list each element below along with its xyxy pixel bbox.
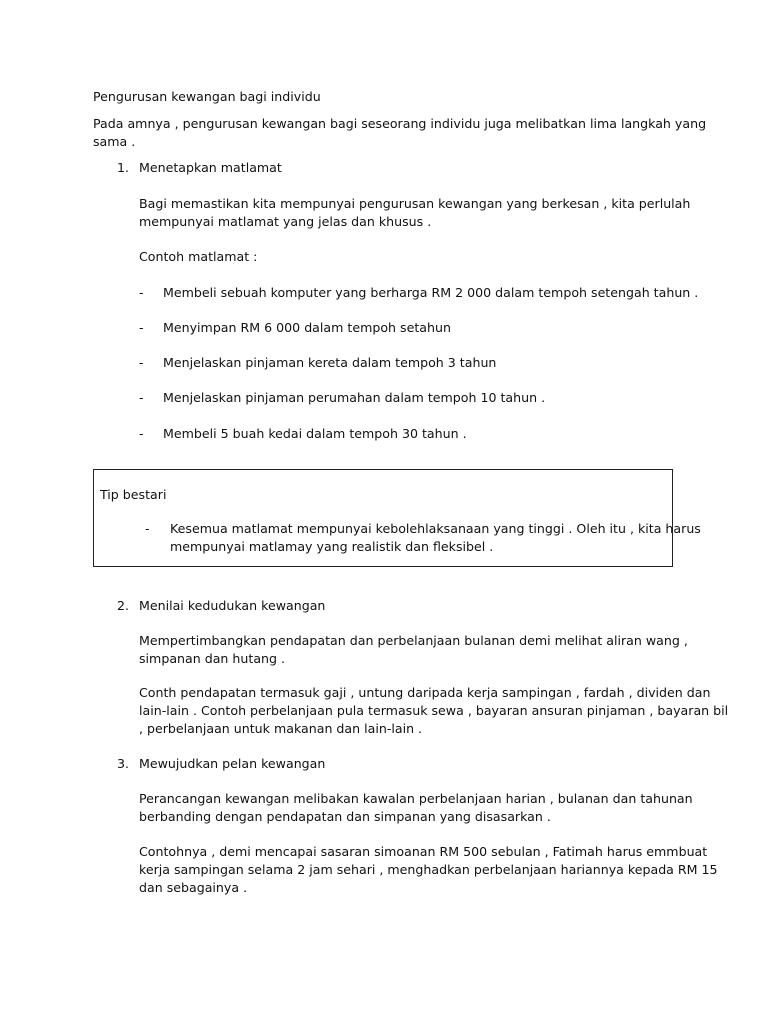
step-heading: Mewujudkan pelan kewangan [139,756,326,771]
bullet-dash: - [139,390,144,405]
tip-line: Kesemua matlamat mempunyai kebolehlaksanaan yang tinggi . Oleh itu , kita harus [170,521,701,536]
step-number: 3. [117,756,130,771]
step-heading: Menetapkan matlamat [139,160,282,175]
intro-line: sama . [93,134,136,149]
list-item-text: Menjelaskan pinjaman kereta dalam tempoh 3 tahun [163,355,497,370]
list-item-text: Membeli 5 buah kedai dalam tempoh 30 tahun . [163,426,467,441]
step-heading: Menilai kedudukan kewangan [139,598,326,613]
step-paragraph-line: lain-lain . Contoh perbelanjaan pula termasuk sewa , bayaran ansuran pinjaman , bayaran bil [139,703,729,718]
examples-label: Contoh matlamat : [139,249,258,264]
document-title: Pengurusan kewangan bagi individu [93,89,321,104]
list-item-text: Menyimpan RM 6 000 dalam tempoh setahun [163,320,451,335]
step-number: 1. [117,160,130,175]
list-item-text: Membeli sebuah komputer yang berharga RM 2 000 dalam tempoh setengah tahun . [163,285,699,300]
bullet-dash: - [145,521,150,536]
step-paragraph-line: Perancangan kewangan melibakan kawalan perbelanjaan harian , bulanan dan tahunan [139,791,693,806]
step-paragraph-line: kerja sampingan selama 2 jam sehari , menghadkan perbelanjaan hariannya kepada RM 15 [139,862,718,877]
step-paragraph-line: , perbelanjaan untuk makanan dan lain-lain . [139,721,423,736]
bullet-dash: - [139,285,144,300]
step-number: 2. [117,598,130,613]
tip-box [93,469,701,567]
step-paragraph-line: Conth pendapatan termasuk gaji , untung daripada kerja sampingan , fardah , dividen dan [139,685,711,700]
tip-title: Tip bestari [100,487,167,502]
list-item-text: Menjelaskan pinjaman perumahan dalam tempoh 10 tahun . [163,390,546,405]
step-paragraph-line: dan sebagainya . [139,880,248,895]
step-paragraph-line: Bagi memastikan kita mempunyai pengurusan kewangan yang berkesan , kita perlulah [139,196,691,211]
step-paragraph-line: mempunyai matlamat yang jelas dan khusus . [139,214,432,229]
bullet-dash: - [139,426,144,441]
step-paragraph-line: Mempertimbangkan pendapatan dan perbelanjaan bulanan demi melihat aliran wang , [139,633,688,648]
bullet-dash: - [139,355,144,370]
tip-line: mempunyai matlamay yang realistik dan fleksibel . [170,539,494,554]
step-paragraph-line: berbanding dengan pendapatan dan simpanan yang disasarkan . [139,809,551,824]
step-paragraph-line: Contohnya , demi mencapai sasaran simoanan RM 500 sebulan , Fatimah harus emmbuat [139,844,708,859]
intro-line: Pada amnya , pengurusan kewangan bagi seseorang individu juga melibatkan lima langkah yang [93,116,707,131]
bullet-dash: - [139,320,144,335]
step-paragraph-line: simpanan dan hutang . [139,651,286,666]
